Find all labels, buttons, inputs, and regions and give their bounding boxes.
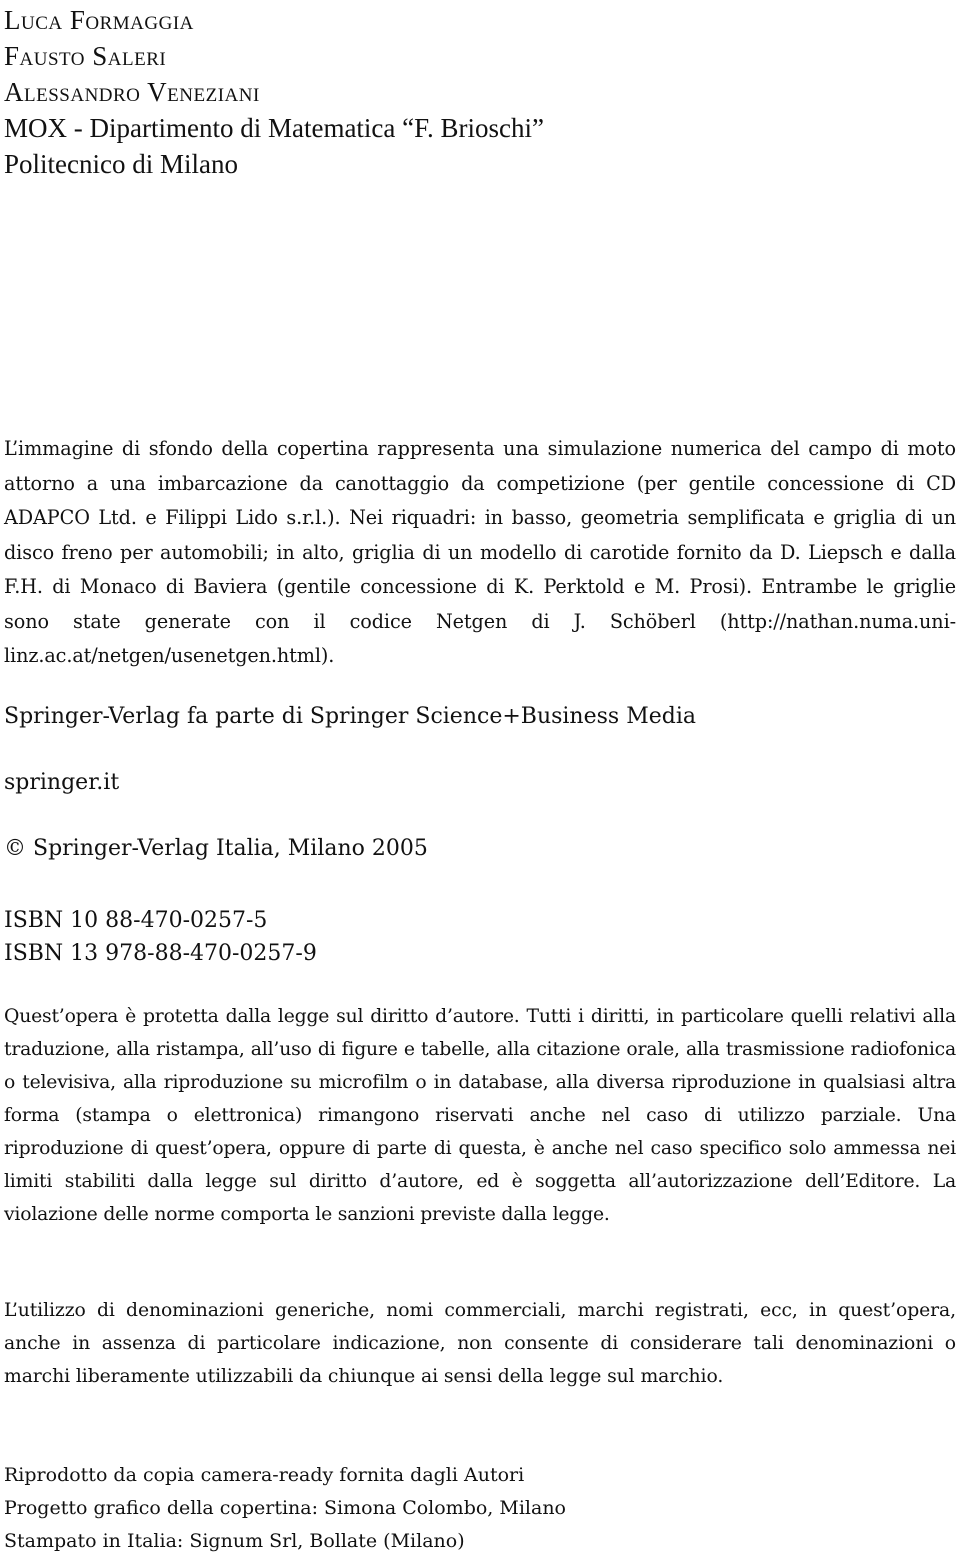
author-name: Alessandro Veneziani	[4, 77, 260, 107]
isbn-block	[4, 904, 956, 970]
copyright-notice: © Springer-Verlag Italia, Milano 2005	[4, 836, 428, 861]
affiliation-department: MOX - Dipartimento di Matematica “F. Brioschi”	[4, 113, 544, 143]
publisher-website: springer.it	[4, 770, 120, 795]
isbn-13: ISBN 13 978-88-470-0257-9	[4, 941, 317, 966]
credit-line: Riprodotto da copia camera-ready fornita dagli Autori	[4, 1464, 525, 1486]
isbn-10: ISBN 10 88-470-0257-5	[4, 908, 268, 933]
credits-block	[4, 1459, 956, 1558]
publisher-group-line: Springer-Verlag fa parte di Springer Science+Business Media	[4, 704, 696, 729]
author-name: Luca Formaggia	[4, 5, 194, 35]
trademark-notice: L’utilizzo di denominazioni generiche, nomi commerciali, marchi registrati, ecc, in quest’opera, anche in assenza di particolare indicazione, non consente di considerare tali denominazioni o marchi liberamente utilizzabili da chiunque ai sensi della legge sul marchio.	[4, 1300, 956, 1387]
rights-notice: Quest’opera è protetta dalla legge sul diritto d’autore. Tutti i diritti, in particolare quelli relativi alla traduzione, alla ristampa, all’uso di figure e tabelle, alla citazione orale, alla trasmissione radiofonica o televisiva, alla riproduzione su microfilm o in database, alla diversa riproduzione in qualsiasi altra forma (stampa o elettronica) rimangono riservati anche nel caso di utilizzo parziale. Una riproduzione di quest’opera, oppure di parte di questa, è anche nel caso specifico solo ammessa nei limiti stabiliti dalla legge sul diritto d’autore, ed è soggetta all’autorizzazione dell’Editore. La violazione delle norme comporta le sanzioni previste dalla legge.	[4, 1006, 956, 1225]
author-block	[4, 2, 956, 182]
author-name: Fausto Saleri	[4, 41, 167, 71]
credit-line: Progetto grafico della copertina: Simona Colombo, Milano	[4, 1497, 566, 1519]
credit-line: Stampato in Italia: Signum Srl, Bollate (Milano)	[4, 1530, 465, 1552]
affiliation-institution: Politecnico di Milano	[4, 149, 238, 179]
cover-description: L’immagine di sfondo della copertina rappresenta una simulazione numerica del campo di moto attorno a una imbarcazione da canottaggio da competizione (per gentile concessione di CD ADAPCO Ltd. e Filippi Lido s.r.l.). Nei riquadri: in basso, geometria semplificata e griglia di un disco freno per automobili; in alto, griglia di un modello di carotide fornito da D. Liepsch e dalla F.H. di Monaco di Baviera (gentile concessione di K. Perktold e M. Prosi). Entrambe le griglie sono state generate con il codice Netgen di J. Schöberl (http://nathan.numa.uni-linz.ac.at/netgen/usenetgen.html).	[4, 437, 956, 667]
